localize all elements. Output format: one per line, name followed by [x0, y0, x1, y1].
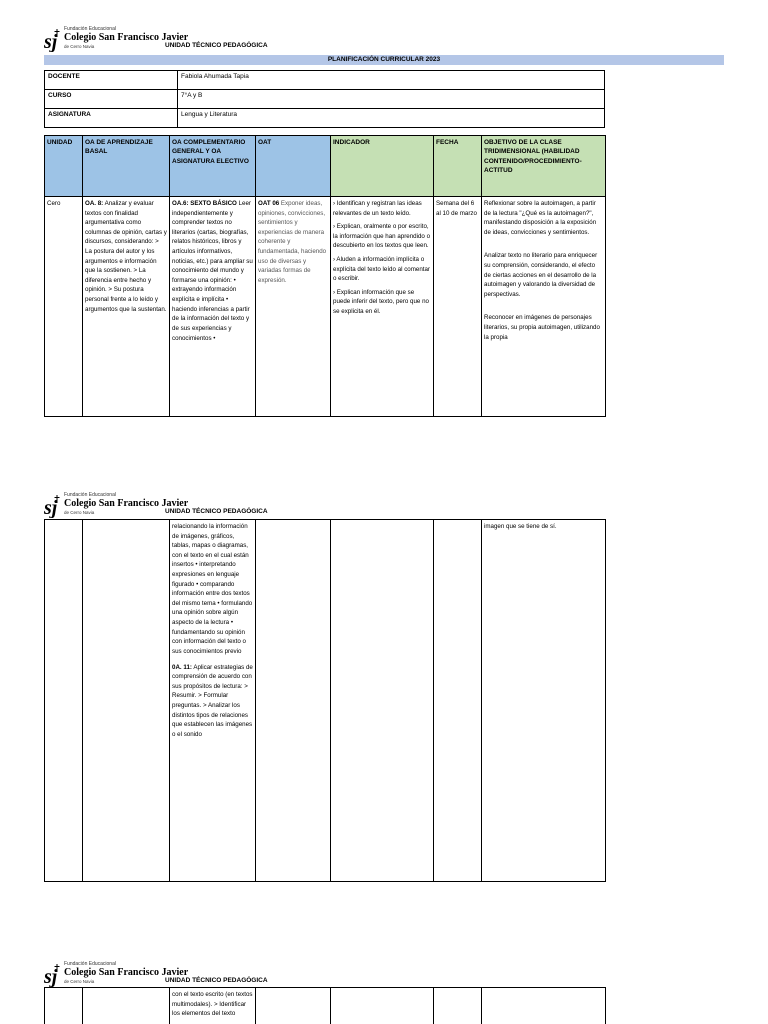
oac-continued-text: relacionando la información de imágenes, gráficos, tablas, mapas o diagramas, con el texto en el cual están insertos • interpretando expresiones en lenguaje figurado • comparando información entre dos textos del mismo tema • formulando una opinión sobre algún aspecto de la lectura • fundamentando su opinión con información del texto o sus conocimientos previo: [172, 523, 253, 655]
table-row: [45, 197, 606, 417]
school-name: Colegio San Francisco Javier: [64, 498, 189, 509]
unit-title: UNIDAD TÉCNICO PEDAGÓGICA: [165, 977, 268, 984]
oa11-code: 0A. 11:: [172, 663, 192, 671]
indicator-item: › Aluden a información implícita o explícita del texto leído al comentar o escribir.: [333, 256, 430, 283]
school-location: de Cerro Navia: [64, 979, 95, 984]
school-logo-icon: [44, 28, 62, 52]
cell-oa: [83, 988, 170, 1024]
oa-code: OA. 8:: [85, 200, 104, 207]
page-1: [0, 0, 768, 440]
info-row-docente: [45, 71, 605, 90]
info-row-curso: [45, 90, 605, 109]
oa11-item: [172, 663, 253, 740]
oat-code: OAT 06: [258, 200, 280, 207]
curriculum-table-continued: [44, 519, 606, 882]
cell-oat: [256, 520, 331, 882]
cell-fecha: [434, 988, 482, 1024]
col-oat: OAT: [256, 136, 331, 197]
col-objetivo: OBJETIVO DE LA CLASE TRIDIMENSIONAL (HABILIDAD CONTENIDO/PROCEDIMIENTO-ACTITUD: [482, 136, 606, 197]
info-row-asignatura: [45, 109, 605, 128]
cell-unidad: [45, 988, 83, 1024]
plan-title-band: [44, 55, 724, 65]
objective-item: Reflexionar sobre la autoimagen, a partir de la lectura "¿Qué es la autoimagen?", manifestando disposición a la exposición de ideas, convicciones y sentimientos.: [484, 200, 597, 236]
cell-oat: [256, 197, 331, 417]
svg-text:sj: sj: [44, 497, 58, 518]
asignatura-value: Lengua y Literatura: [178, 109, 605, 128]
curso-value: 7°A y B: [178, 90, 605, 109]
col-indicador: INDICADOR: [331, 136, 434, 197]
curriculum-table-continued: [44, 987, 606, 1024]
oat-text: Exponer ideas, opiniones, convicciones, sentimientos y experiencias de manera coherente y fundamentada, haciendo uso de diversas y variadas formas de expresión.: [258, 200, 327, 284]
oa-text: Analizar y evaluar textos con finalidad argumentativa como columnas de opinión, cartas y discursos, considerando: > La postura del autor y los argumentos e información que la sostienen. > La diferencia entre hecho y opinión. > Su postura personal frente a lo leído y argumentos que la sustentan.: [85, 200, 167, 313]
cell-unidad: [45, 520, 83, 882]
objective-item: Reconocer en imágenes de personajes literarios, su propia autoimagen, utilizando la propia: [484, 314, 600, 341]
curso-label: CURSO: [45, 90, 178, 109]
svg-text:sj: sj: [44, 31, 58, 52]
col-oa-complementario: OA COMPLEMENTARIO GENERAL Y OA ASIGNATURA ELECTIVO: [170, 136, 256, 197]
page-2: [0, 492, 768, 892]
school-name: Colegio San Francisco Javier: [64, 32, 189, 43]
indicator-item: › Explican, oralmente o por escrito, la información que han aprendido o descubierto en los textos que leen.: [333, 223, 431, 250]
school-location: de Cerro Navia: [64, 510, 95, 515]
cell-indicador: [331, 197, 434, 417]
oac-code: OA.6: SEXTO BÁSICO: [172, 200, 237, 207]
cell-oa: [83, 197, 170, 417]
col-oa: OA DE APRENDIZAJE BASAL: [83, 136, 170, 197]
foundation-label: Fundación Educacional: [64, 961, 116, 967]
oac-text: Leer independientemente y comprender textos no literarios (cartas, biografías, relatos históricos, libros y artículos informativos, noticias, etc.) para ampliar su conocimiento del mundo y formarse una opinión: • extrayendo información explícita e implícita • haciendo inferencias a partir de la información del texto y de sus experiencias y conocimientos •: [172, 200, 253, 342]
svg-text:sj: sj: [44, 966, 58, 987]
table-header-row: [45, 136, 606, 197]
docente-value: Fabiola Ahumada Tapia: [178, 71, 605, 90]
info-table: [44, 70, 605, 128]
cell-oat: [256, 988, 331, 1024]
school-header: [44, 492, 444, 522]
indicator-item: › Identifican y registran las ideas relevantes de un texto leído.: [333, 200, 422, 217]
school-header: [44, 26, 444, 56]
curriculum-table: [44, 135, 606, 417]
table-row: [45, 520, 606, 882]
school-name: Colegio San Francisco Javier: [64, 967, 189, 978]
school-location: de Cerro Navia: [64, 44, 95, 49]
unit-title: UNIDAD TÉCNICO PEDAGÓGICA: [165, 508, 268, 515]
cell-unidad: Cero: [45, 197, 83, 417]
cell-indicador: [331, 988, 434, 1024]
unit-title: UNIDAD TÉCNICO PEDAGÓGICA: [165, 42, 268, 49]
cell-fecha: [434, 520, 482, 882]
foundation-label: Fundación Educacional: [64, 492, 116, 498]
school-logo-icon: [44, 494, 62, 518]
col-unidad: UNIDAD: [45, 136, 83, 197]
cell-oa-complementario: [170, 520, 256, 882]
objective-item: Analizar texto no literario para enriquecer su comprensión, considerando, el efecto de ciertas acciones en el desarrollo de la autoimagen y valorando la diversidad de perspectivas.: [484, 252, 598, 298]
cell-oa: [83, 520, 170, 882]
cell-objetivo: [482, 988, 606, 1024]
table-row: [45, 988, 606, 1024]
cell-objetivo: [482, 197, 606, 417]
cell-oa-complementario: con el texto escrito (en textos multimodales). > Identificar los elementos del texto: [170, 988, 256, 1024]
school-logo-icon: [44, 963, 62, 987]
page-3: [0, 961, 768, 1024]
cell-oa-complementario: [170, 197, 256, 417]
cell-fecha: Semana del 6 al 10 de marzo: [434, 197, 482, 417]
plan-title: PLANIFICACIÓN CURRICULAR 2023: [327, 56, 441, 63]
indicator-item: › Explican información que se puede inferir del texto, pero que no se explicita en él.: [333, 288, 429, 316]
foundation-label: Fundación Educacional: [64, 26, 116, 32]
docente-label: DOCENTE: [45, 71, 178, 90]
cell-indicador: [331, 520, 434, 882]
asignatura-label: ASIGNATURA: [45, 109, 178, 128]
col-fecha: FECHA: [434, 136, 482, 197]
oa11-text: Aplicar estrategias de comprensión de acuerdo con sus propósitos de lectura: > Resumir. > Formular preguntas. > Analizar los distintos tipos de relaciones que establecen las imágenes o el sonido: [172, 663, 253, 738]
cell-objetivo: imagen que se tiene de sí.: [482, 520, 606, 882]
